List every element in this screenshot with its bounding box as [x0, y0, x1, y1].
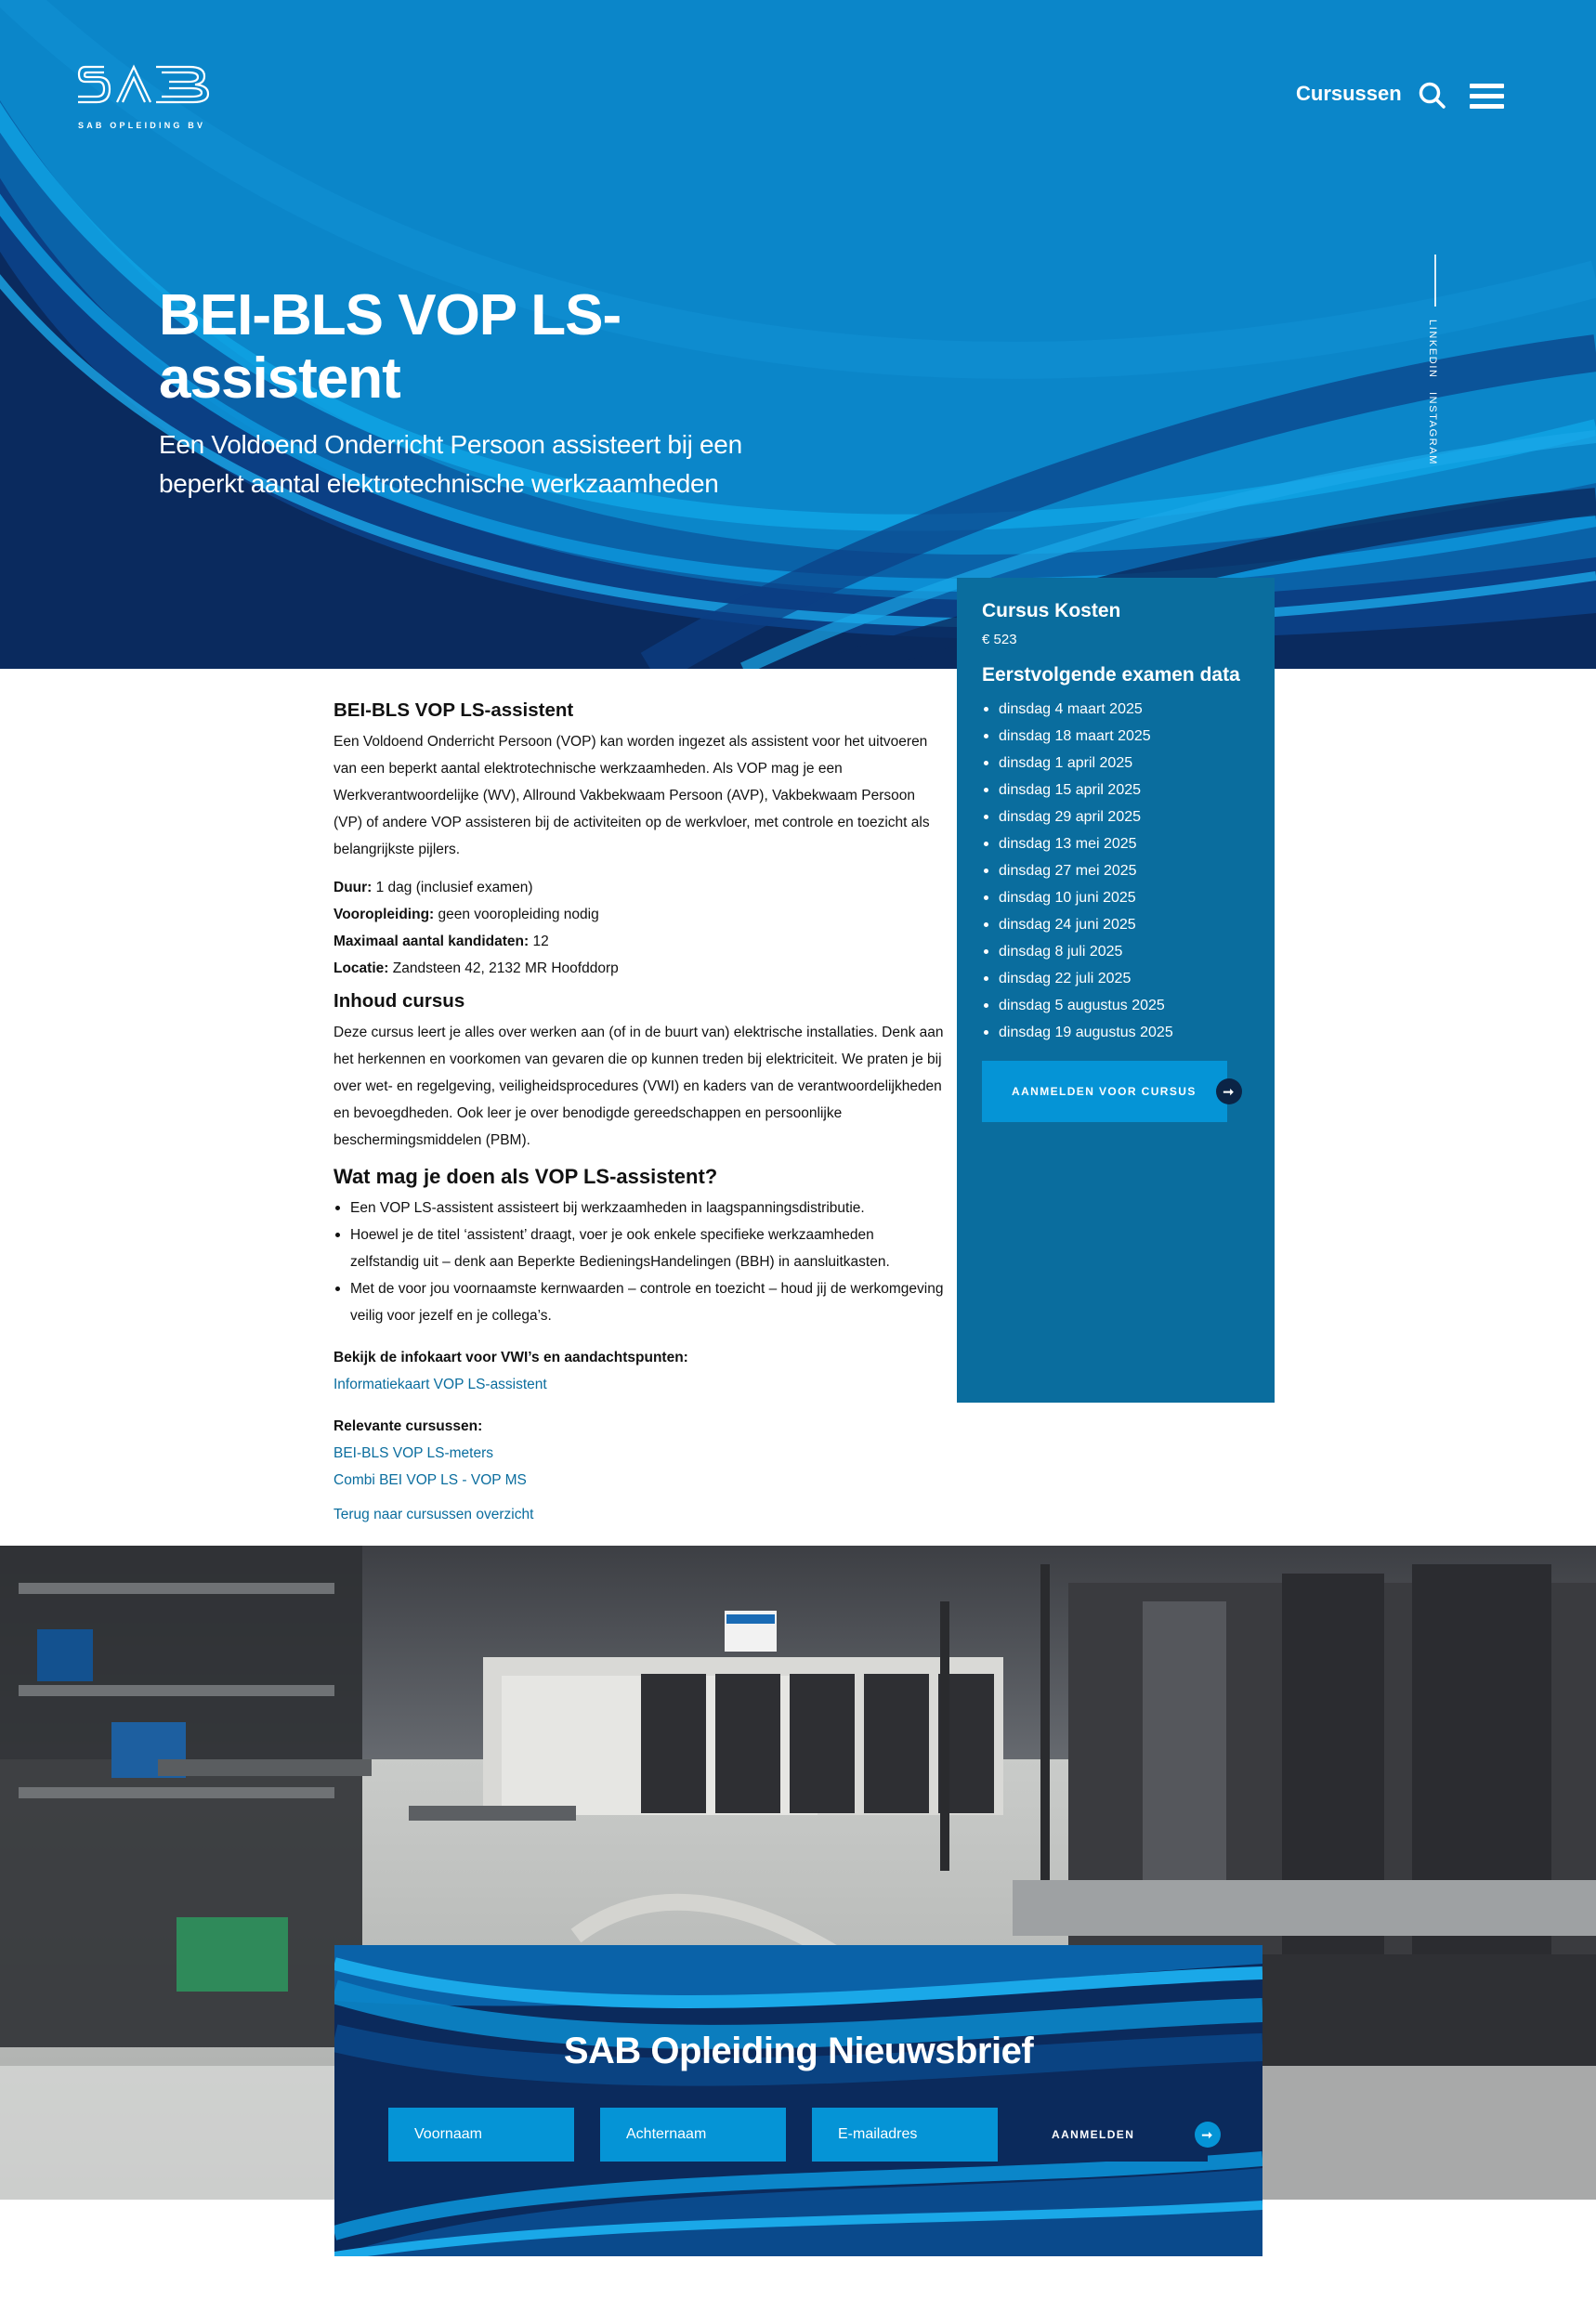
exam-date: dinsdag 29 april 2025	[982, 803, 1249, 830]
first-name-input[interactable]	[388, 2108, 574, 2162]
arrow-right-icon: ➞	[1195, 2122, 1221, 2148]
mag-list	[334, 1195, 947, 1329]
back-to-overview-link[interactable]: Terug naar cursussen overzicht	[334, 1507, 534, 1522]
last-name-input[interactable]	[600, 2108, 786, 2162]
exam-date: dinsdag 18 maart 2025	[982, 723, 1249, 750]
page-title: BEI-BLS VOP LS-assistent	[159, 283, 621, 411]
exam-date: dinsdag 19 augustus 2025	[982, 1019, 1249, 1046]
fact-max-candidates: Maximaal aantal kandidaten: 12	[334, 934, 549, 949]
arrow-right-icon: ➞	[1216, 1078, 1242, 1104]
search-icon[interactable]	[1419, 82, 1446, 110]
exam-date: dinsdag 22 juli 2025	[982, 965, 1249, 992]
exam-dates-list	[982, 696, 1249, 1046]
register-course-label: AANMELDEN VOOR CURSUS	[1012, 1085, 1197, 1098]
hamburger-menu-icon[interactable]	[1470, 84, 1504, 110]
course-content	[334, 699, 947, 1528]
exam-date: dinsdag 10 juni 2025	[982, 884, 1249, 911]
infokaart-link[interactable]: Informatiekaart VOP LS-assistent	[334, 1377, 547, 1392]
exam-dates-title: Eerstvolgende examen data	[982, 664, 1240, 686]
sab-logo[interactable]	[76, 63, 216, 119]
exam-date: dinsdag 24 juni 2025	[982, 911, 1249, 938]
course-sidebar	[957, 578, 1275, 1403]
cost-title: Cursus Kosten	[982, 600, 1121, 621]
newsletter-submit-label: AANMELDEN	[1052, 2128, 1135, 2141]
exam-date: dinsdag 27 mei 2025	[982, 857, 1249, 884]
mag-heading: Wat mag je doen als VOP LS-assistent?	[334, 1165, 718, 1188]
newsletter-title: SAB Opleiding Nieuwsbrief	[563, 2031, 1034, 2071]
linkedin-link[interactable]: LINKEDIN	[1427, 320, 1438, 379]
relevant-label: Relevante cursussen:	[334, 1418, 483, 1434]
hero-banner	[0, 0, 1596, 669]
newsletter-section	[334, 1945, 1262, 2256]
email-input[interactable]	[812, 2108, 998, 2162]
relevant-course-link[interactable]: Combi BEI VOP LS - VOP MS	[334, 1472, 527, 1488]
fact-duration: Duur: 1 dag (inclusief examen)	[334, 880, 533, 895]
list-item: Hoewel je de titel ‘assistent’ draagt, voer je ook enkele specifieke werkzaamheden zelfstandig uit – denk aan Beperkte BedieningsHandelingen (BBH) in aansluitkasten.	[334, 1221, 947, 1275]
relevant-course-link[interactable]: BEI-BLS VOP LS-meters	[334, 1445, 493, 1461]
course-facts	[334, 874, 947, 982]
inhoud-text: Deze cursus leert je alles over werken aan (of in de buurt van) elektrische installaties. Denk aan het herkennen en voorkomen van gevaren die op kunnen treden bij elektriciteit. We praten je bij over wet- en regelgeving, veiligheidsprocedures (VWI) en kaders van de verantwoordelijkheden en bevoegdheden. Ook leer je over benodigde gereedschappen en persoonlijke beschermingsmiddelen (PBM).	[334, 1025, 944, 1148]
newsletter-submit-button[interactable]	[1022, 2108, 1214, 2162]
exam-date: dinsdag 8 juli 2025	[982, 938, 1249, 965]
register-course-button[interactable]	[982, 1061, 1236, 1122]
exam-date: dinsdag 15 april 2025	[982, 777, 1249, 803]
social-divider	[1434, 255, 1436, 307]
nav-courses-link[interactable]: Cursussen	[1296, 82, 1402, 105]
newsletter-wave-background	[334, 1945, 1262, 2256]
logo-tagline: SAB OPLEIDING BV	[78, 121, 206, 130]
course-heading: BEI-BLS VOP LS-assistent	[334, 699, 574, 721]
course-intro: Een Voldoend Onderricht Persoon (VOP) kan worden ingezet als assistent voor het uitvoeren van een beperkt aantal elektrotechnische werkzaamheden. Als VOP mag je een Werkverantwoordelijke (WV), Allround Vakbekwaam Persoon (AVP), Vakbekwaam Persoon (VP) of andere VOP assisteren bij de activiteiten op de werkvloer, met controle en toezicht als belangrijkste pijlers.	[334, 734, 930, 857]
page-subtitle: Een Voldoend Onderricht Persoon assisteert bij een beperkt aantal elektrotechnische werkzaamheden	[159, 430, 742, 498]
inhoud-heading: Inhoud cursus	[334, 990, 465, 1012]
list-item: Een VOP LS-assistent assisteert bij werkzaamheden in laagspanningsdistributie.	[334, 1195, 947, 1221]
fact-location: Locatie: Zandsteen 42, 2132 MR Hoofddorp	[334, 960, 619, 976]
list-item: Met de voor jou voornaamste kernwaarden – controle en toezicht – houd jij de werkomgeving veilig voor jezelf en je collega’s.	[334, 1275, 947, 1329]
infokaart-label: Bekijk de infokaart voor VWI’s en aandachtspunten:	[334, 1350, 688, 1365]
exam-date: dinsdag 5 augustus 2025	[982, 992, 1249, 1019]
fact-prerequisite: Vooropleiding: geen vooropleiding nodig	[334, 907, 599, 922]
cost-value: € 523	[982, 632, 1017, 647]
exam-date: dinsdag 4 maart 2025	[982, 696, 1249, 723]
instagram-link[interactable]: INSTAGRAM	[1427, 392, 1438, 465]
exam-date: dinsdag 1 april 2025	[982, 750, 1249, 777]
exam-date: dinsdag 13 mei 2025	[982, 830, 1249, 857]
